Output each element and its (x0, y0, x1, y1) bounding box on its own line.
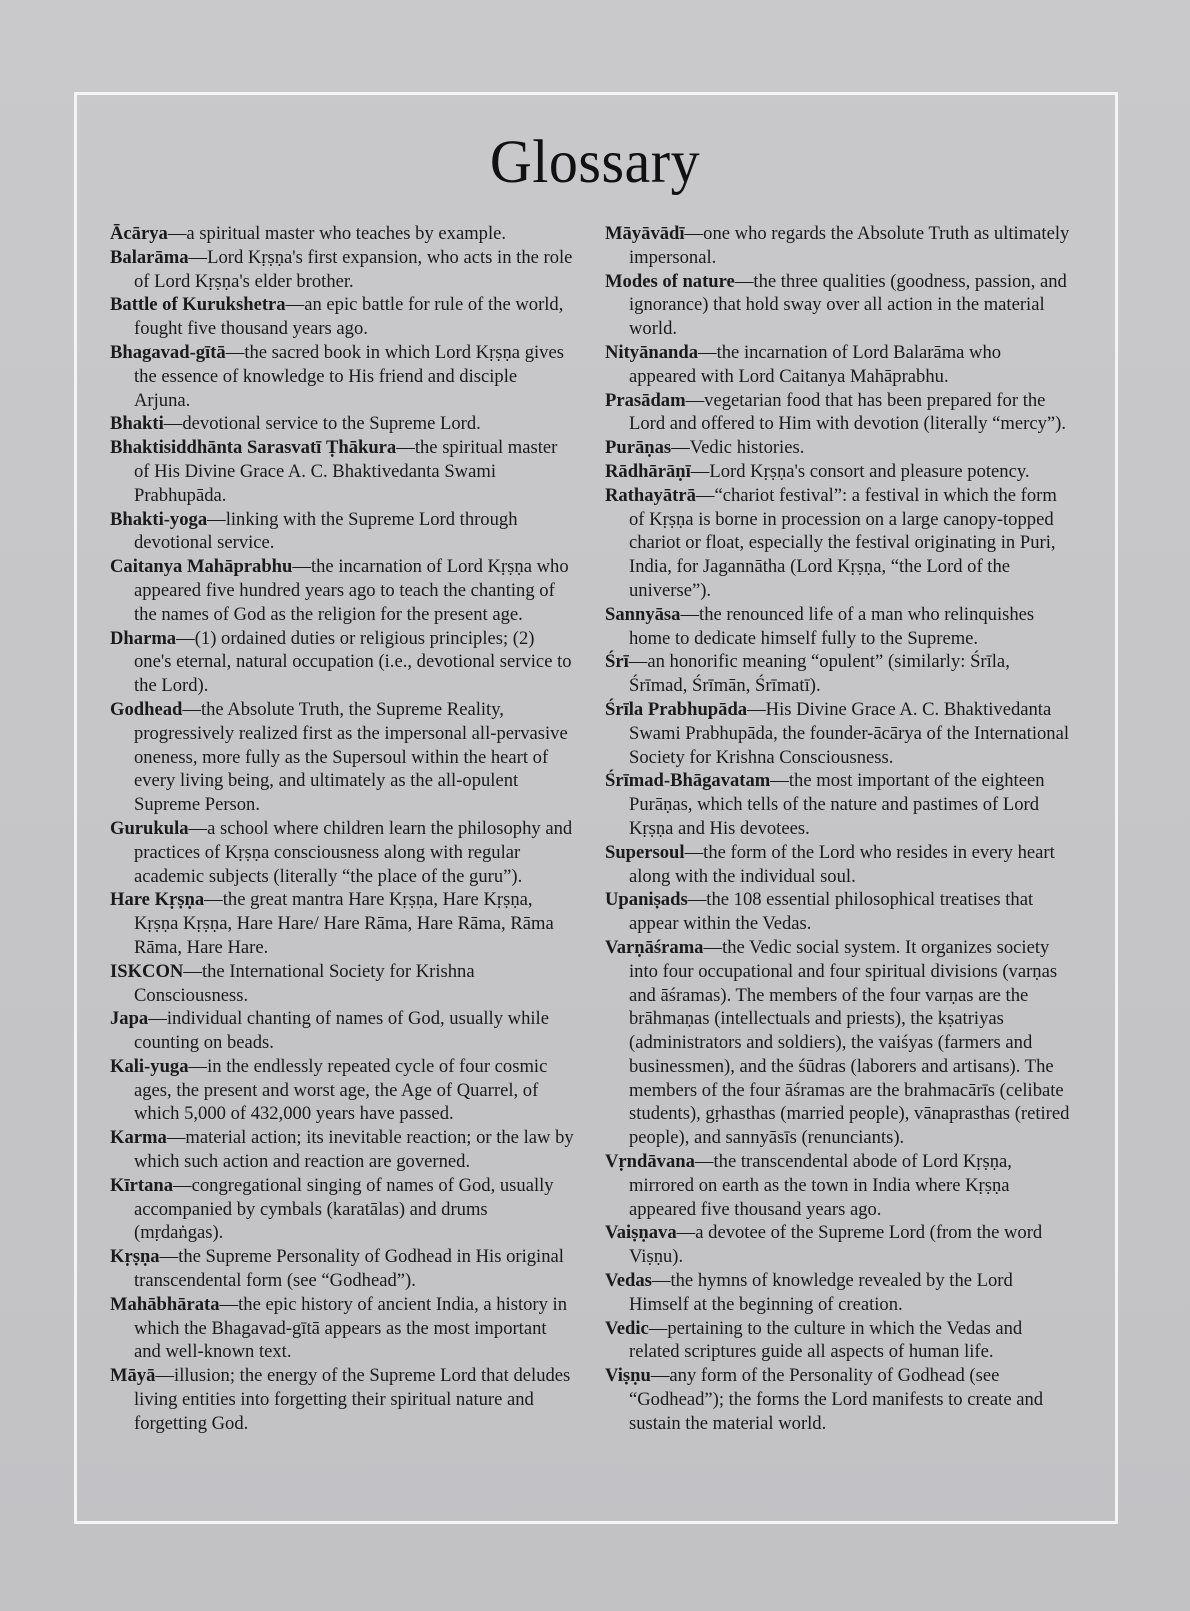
glossary-term: Vṛndāvana (605, 1151, 695, 1173)
glossary-term: Vaiṣṇava (605, 1222, 677, 1244)
glossary-entry (110, 246, 576, 294)
glossary-definition: —the Supreme Personality of Godhead in His original transcendental form (see “Godhead”). (134, 1246, 564, 1292)
glossary-definition: —illusion; the energy of the Supreme Lord that deludes living entities into forgetting their spiritual nature and forgetting God. (134, 1365, 571, 1434)
glossary-term: Bhakti (110, 413, 164, 435)
glossary-term: Vedic (605, 1317, 649, 1339)
glossary-entry (110, 960, 576, 1008)
glossary-term: Japa (110, 1008, 149, 1030)
glossary-definition: —Vedic histories. (671, 437, 805, 459)
right-column (605, 222, 1071, 1436)
glossary-definition: —the epic history of ancient India, a history in which the Bhagavad-gītā appears as the most important and well-known text. (134, 1293, 568, 1363)
glossary-entry (605, 389, 1071, 437)
glossary-definition: —a devotee of the Supreme Lord (from the word Viṣṇu). (629, 1222, 1043, 1268)
glossary-entry (110, 888, 576, 959)
glossary-definition: —the Vedic social system. It organizes society into four occupational and four spiritual divisions (varṇas and āśramas). The members of the four varṇas are the brāhmaṇas (intellectuals and priests), the kṣatriyas (administrators and soldiers), the vaiśyas (farmers and businessmen), and the śūdras (laborers and artisans). The members of the four āśramas are the brahmacārīs (celibate students), gṛhasthas (married people), vānaprasthas (retired people), and sannyāsīs (renunciants). (629, 936, 1070, 1149)
glossary-definition: —“chariot festival”: a festival in which the form of Kṛṣṇa is borne in procession on a large canopy-topped chariot or float, especially the festival originating in Puri, India, for Jagannātha (Lord Kṛṣṇa, “the Lord of the universe”). (629, 484, 1057, 601)
glossary-definition: —the hymns of knowledge revealed by the Lord Himself at the beginning of creation. (629, 1270, 1013, 1315)
glossary-definition: —the transcendental abode of Lord Kṛṣṇa, mirrored on earth as the town in India where Kṛṣṇa appeared five thousand years ago. (629, 1151, 1012, 1220)
glossary-entry (605, 222, 1071, 270)
glossary-entry (110, 293, 576, 341)
glossary-term: Kali-yuga (110, 1055, 189, 1077)
glossary-term: Balarāma (110, 246, 189, 268)
glossary-term: Sannyāsa (605, 603, 681, 625)
glossary-definition: —Lord Kṛṣṇa's first expansion, who acts in the role of Lord Kṛṣṇa's elder brother. (134, 246, 573, 292)
glossary-definition: —an epic battle for rule of the world, fought five thousand years ago. (134, 294, 564, 340)
glossary-definition: —in the endlessly repeated cycle of four cosmic ages, the present and worst age, the Age of Quarrel, of which 5,000 of 432,000 years have passed. (134, 1055, 548, 1125)
glossary-term: Purāṇas (605, 437, 672, 459)
glossary-term: Prasādam (605, 389, 686, 411)
glossary-definition: —the great mantra Hare Kṛṣṇa, Hare Kṛṣṇa, Kṛṣṇa Kṛṣṇa, Hare Hare/ Hare Rāma, Hare Rāma, Rāma Rāma, Hare Hare. (134, 889, 554, 958)
glossary-definition: —material action; its inevitable reaction; or the law by which such action and reaction are governed. (134, 1127, 574, 1173)
glossary-term: Śrīmad-Bhāgavatam (605, 770, 771, 792)
glossary-definition: —(1) ordained duties or religious principles; (2) one's eternal, natural occupation (i.e., devotional service to the Lord). (134, 627, 572, 697)
glossary-definition: —vegetarian food that has been prepared for the Lord and offered to Him with devotion (literally “mercy”). (629, 389, 1066, 435)
glossary-definition: —devotional service to the Supreme Lord. (163, 413, 481, 435)
glossary-definition: —the sacred book in which Lord Kṛṣṇa gives the essence of knowledge to His friend and disciple Arjuna. (134, 341, 564, 411)
glossary-term: Kṛṣṇa (110, 1246, 160, 1268)
glossary-entry (110, 436, 576, 507)
glossary-definition: —a spiritual master who teaches by example. (167, 223, 507, 244)
glossary-term: Bhakti-yoga (110, 508, 208, 530)
glossary-definition: —the most important of the eighteen Purāṇas, which tells of the nature and pastimes of Lord Kṛṣṇa and His devotees. (629, 770, 1045, 839)
glossary-term: ISKCON (110, 960, 184, 982)
glossary-definition: —individual chanting of names of God, usually while counting on beads. (134, 1008, 549, 1054)
glossary-entry (605, 650, 1071, 698)
glossary-term: Ācārya (110, 223, 168, 244)
glossary-term: Caitanya Mahāprabhu (110, 556, 293, 578)
glossary-definition: —one who regards the Absolute Truth as ultimately impersonal. (629, 223, 1070, 268)
left-column (110, 222, 576, 1436)
glossary-term: Bhaktisiddhānta Sarasvatī Ṭhākura (110, 437, 397, 459)
glossary-entry (110, 698, 576, 817)
glossary-entry (110, 1055, 576, 1126)
glossary-term: Nityānanda (605, 341, 698, 363)
glossary-entry (110, 1174, 576, 1245)
glossary-term: Rathayātrā (605, 484, 696, 506)
glossary-term: Varṇāśrama (605, 936, 704, 958)
glossary-term: Karma (110, 1127, 167, 1149)
glossary-term: Viṣṇu (605, 1365, 651, 1387)
glossary-term: Dharma (110, 627, 177, 649)
glossary-entry (110, 508, 576, 556)
glossary-term: Kīrtana (110, 1174, 174, 1196)
glossary-definition: —the spiritual master of His Divine Grace A. C. Bhaktivedanta Swami Prabhupāda. (134, 437, 558, 506)
glossary-entry (605, 1150, 1071, 1221)
glossary-definition: —any form of the Personality of Godhead (see “Godhead”); the forms the Lord manifests to create and sustain the material world. (629, 1365, 1044, 1434)
glossary-entry (110, 222, 576, 246)
glossary-definition: —an honorific meaning “opulent” (similarly: Śrīla, Śrīmad, Śrīmān, Śrīmatī). (628, 651, 1010, 697)
glossary-term: Māyāvādī (605, 223, 685, 244)
page-title: Glossary (489, 127, 701, 196)
glossary-entry (110, 627, 576, 698)
glossary-definition: —Lord Kṛṣṇa's consort and pleasure potency. (690, 460, 1030, 482)
glossary-term: Rādhārāṇī (605, 460, 691, 482)
glossary-entry (605, 484, 1071, 603)
glossary-entry (605, 1364, 1071, 1435)
glossary-term: Godhead (110, 698, 183, 720)
glossary-entry (605, 1317, 1071, 1365)
glossary-entry (110, 412, 576, 436)
glossary-entry (110, 1364, 576, 1435)
glossary-definition: —pertaining to the culture in which the Vedas and related scriptures guide all aspects of human life. (629, 1317, 1023, 1363)
glossary-entry (605, 1221, 1071, 1269)
glossary-term: Modes of nature (605, 270, 735, 292)
glossary-entry (110, 555, 576, 626)
glossary-entry (605, 436, 1071, 460)
glossary-entry (605, 603, 1071, 651)
glossary-term: Māyā (110, 1365, 156, 1387)
glossary-definition: —the incarnation of Lord Kṛṣṇa who appeared five hundred years ago to teach the chanting of the names of God as the religion for the present age. (134, 556, 569, 625)
glossary-entry (605, 341, 1071, 389)
glossary-entry (605, 460, 1071, 484)
glossary-term: Mahābhārata (110, 1293, 220, 1315)
glossary-definition: —congregational singing of names of God, usually accompanied by cymbals (karatālas) and drums (mṛdaṅgas). (134, 1174, 554, 1244)
glossary-definition: —a school where children learn the philosophy and practices of Kṛṣṇa consciousness along with regular academic subjects (literally “the place of the guru”). (134, 817, 573, 887)
glossary-entry (110, 341, 576, 412)
glossary-term: Upaniṣads (605, 889, 688, 911)
glossary-definition: —the 108 essential philosophical treatises that appear within the Vedas. (629, 889, 1034, 935)
glossary-entry (605, 698, 1071, 769)
glossary-entry (605, 888, 1071, 936)
glossary-term: Gurukula (110, 817, 189, 839)
glossary-entry (110, 1007, 576, 1055)
glossary-term: Supersoul (605, 841, 685, 863)
glossary-term: Battle of Kurukshetra (110, 294, 286, 316)
glossary-entry (605, 769, 1071, 840)
glossary-entry (605, 936, 1071, 1150)
glossary-definition: —the Absolute Truth, the Supreme Reality, progressively realized first as the impersonal all-pervasive oneness, more fully as the Supersoul within the heart of every living being, and ultimately as the all-opulent Supreme Person. (134, 698, 568, 816)
glossary-entry (110, 1126, 576, 1174)
glossary-term: Śrīla Prabhupāda (605, 698, 748, 720)
glossary-term: Bhagavad-gītā (110, 341, 226, 363)
glossary-entry (605, 1269, 1071, 1317)
glossary-definition: —the renounced life of a man who relinquishes home to dedicate himself fully to the Supreme. (629, 603, 1035, 649)
glossary-definition: —His Divine Grace A. C. Bhaktivedanta Swami Prabhupāda, the founder-ācārya of the International Society for Krishna Consciousness. (629, 698, 1070, 768)
glossary-definition: —the International Society for Krishna Consciousness. (134, 960, 475, 1006)
glossary-entry (605, 841, 1071, 889)
glossary-definition: —linking with the Supreme Lord through devotional service. (134, 508, 518, 554)
glossary-term: Vedas (605, 1270, 652, 1292)
glossary-entry (110, 1245, 576, 1293)
glossary-definition: —the incarnation of Lord Balarāma who appeared with Lord Caitanya Mahāprabhu. (629, 341, 1002, 387)
glossary-entry (110, 1293, 576, 1364)
glossary-term: Śrī (605, 651, 629, 673)
glossary-entry (110, 817, 576, 888)
glossary-term: Hare Kṛṣṇa (110, 889, 205, 911)
glossary-entry (605, 270, 1071, 341)
glossary-definition: —the three qualities (goodness, passion, and ignorance) that hold sway over all action in the material world. (629, 270, 1067, 340)
glossary-definition: —the form of the Lord who resides in every heart along with the individual soul. (629, 841, 1055, 887)
